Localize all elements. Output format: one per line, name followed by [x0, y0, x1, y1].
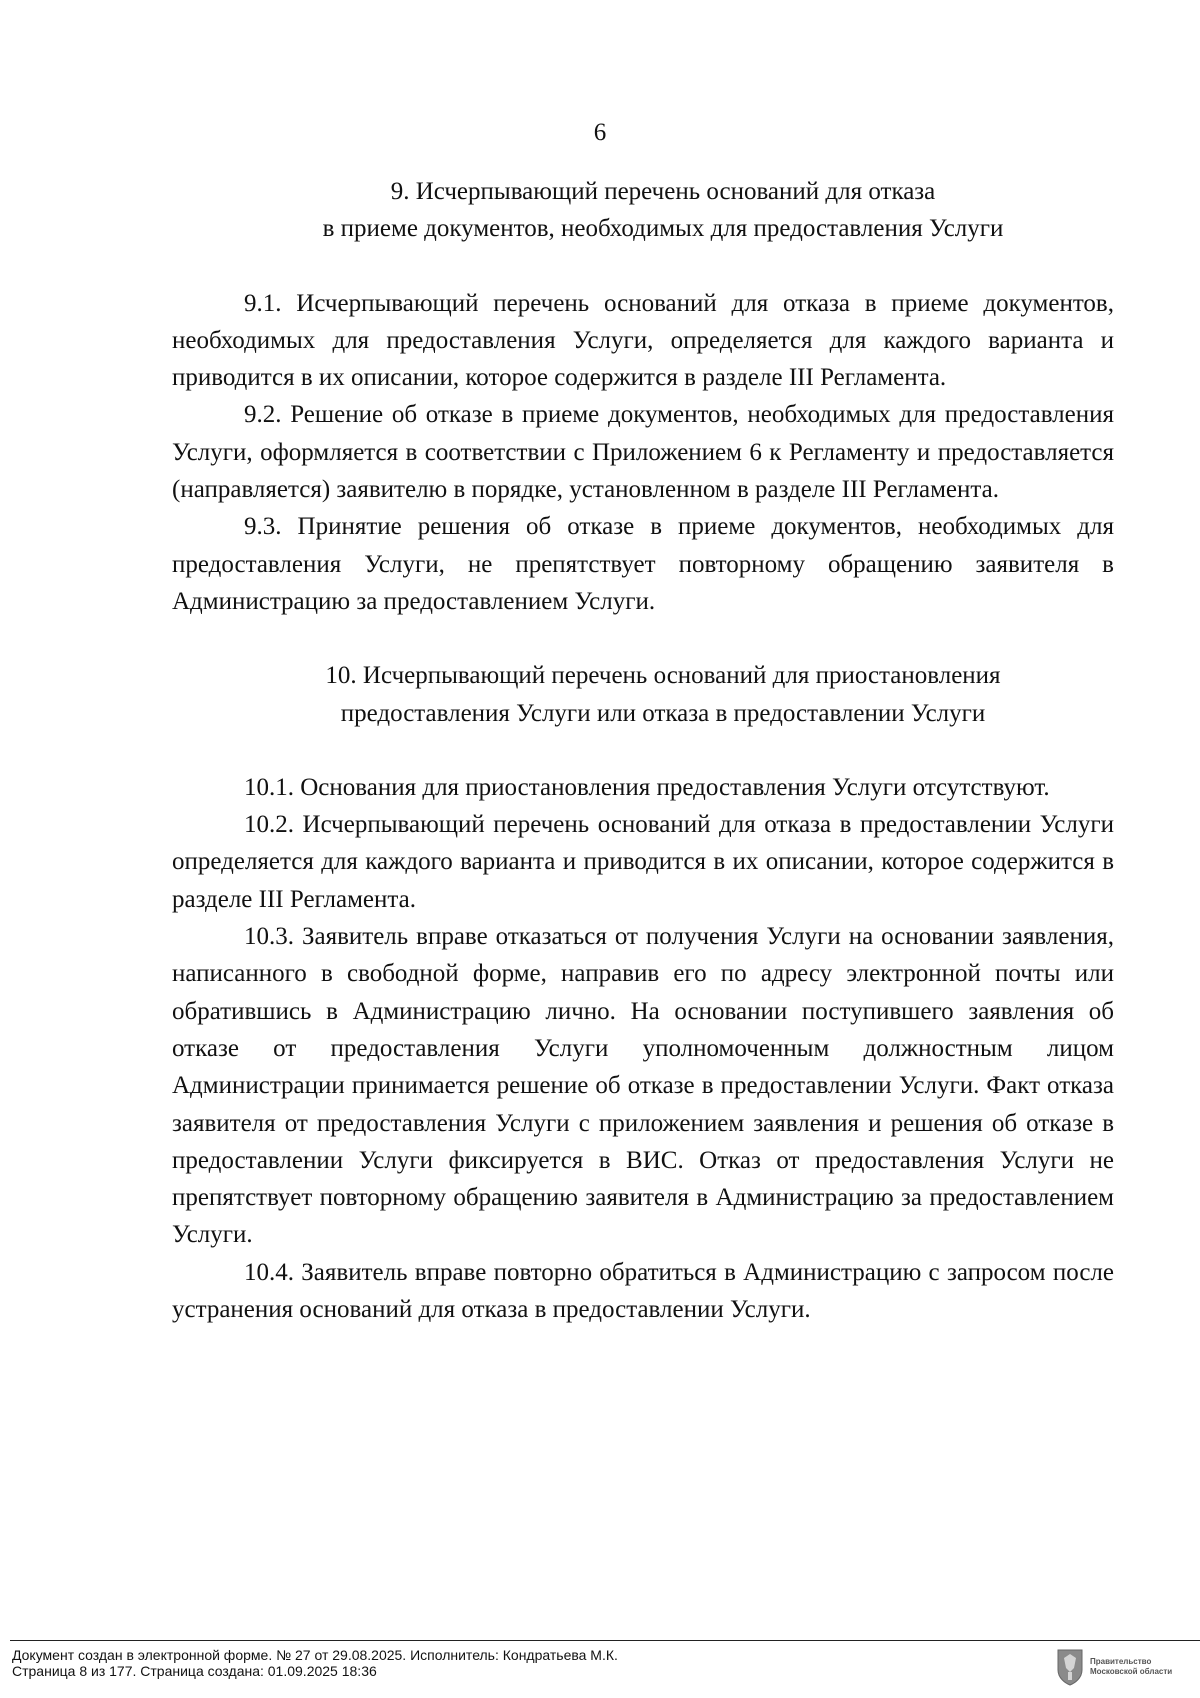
logo-caption-line: Московской области	[1090, 1667, 1173, 1676]
paragraph-9-3: 9.3. Принятие решения об отказе в приеме документов, необходимых для предоставления Услуги, не препятствует повторному обращению заявителя в Администрацию за предоставлением Услуги.	[172, 513, 1114, 615]
section-heading-line: в приеме документов, необходимых для предоставления Услуги	[322, 215, 1004, 243]
document-body	[172, 173, 1114, 1328]
footer-divider	[10, 1640, 1200, 1641]
paragraph-10-1: 10.1. Основания для приостановления предоставления Услуги отсутствуют.	[244, 773, 1050, 801]
document-footer	[0, 1640, 1200, 1698]
paragraph-9-2: 9.2. Решение об отказе в приеме документов, необходимых для предоставления Услуги, оформляется в соответствии с Приложением 6 к Регламенту и предоставляется (направляется) заявителю в порядке, установленном в разделе III Регламента.	[172, 401, 1114, 504]
logo-caption-line: Правительство	[1090, 1657, 1152, 1666]
footer-line-page-info: Страница 8 из 177. Страница создана: 01.09.2025 18:36	[12, 1663, 377, 1679]
coat-of-arms-icon	[1056, 1648, 1084, 1686]
footer-line-document-info: Документ создан в электронной форме. № 27 от 29.08.2025. Исполнитель: Кондратьева М.К.	[12, 1647, 618, 1663]
footer-metadata	[12, 1647, 618, 1679]
paragraph-10-2: 10.2. Исчерпывающий перечень оснований для отказа в предоставлении Услуги определяется для каждого варианта и приводится в их описании, которое содержится в разделе III Регламента.	[172, 811, 1114, 913]
section-10-heading	[172, 657, 1114, 732]
section-9-heading	[172, 173, 1114, 248]
paragraph-10-3: 10.3. Заявитель вправе отказаться от получения Услуги на основании заявления, написанного в свободной форме, направив его по адресу электронной почты или обратившись в Администрацию лично. На основании поступившего заявления об отказе от предоставления Услуги уполномоченным должностным лицом Администрации принимается решение об отказе в предоставлении Услуги. Факт отказа заявителя от предоставления Услуги с приложением заявления и решения об отказе в предоставлении Услуги фиксируется в ВИС. Отказ от предоставления Услуги не препятствует повторному обращению заявителя в Администрацию за предоставлением Услуги.	[172, 923, 1114, 1249]
logo-caption	[1090, 1657, 1172, 1677]
section-heading-line: 9. Исчерпывающий перечень оснований для отказа	[390, 178, 936, 205]
page-number: 6	[593, 119, 607, 146]
government-logo	[1056, 1648, 1186, 1688]
paragraph-10-4: 10.4. Заявитель вправе повторно обратиться в Администрацию с запросом после устранения оснований для отказа в предоставлении Услуги.	[172, 1258, 1114, 1324]
section-heading-line: предоставления Услуги или отказа в предоставлении Услуги	[340, 699, 986, 727]
section-spacer	[172, 620, 1114, 657]
section-heading-line: 10. Исчерпывающий перечень оснований для приостановления	[325, 662, 1001, 690]
paragraph-9-1: 9.1. Исчерпывающий перечень оснований для отказа в приеме документов, необходимых для предоставления Услуги, определяется для каждого варианта и приводится в их описании, которое содержится в разделе III Регламента.	[172, 289, 1114, 392]
